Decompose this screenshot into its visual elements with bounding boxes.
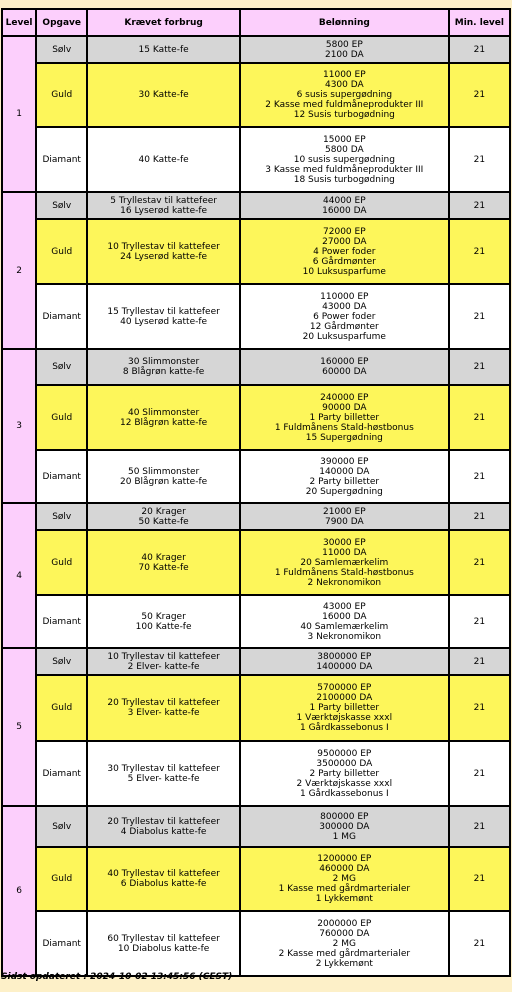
required-cell xyxy=(88,451,239,502)
reward-item: 43000 DA xyxy=(322,301,367,312)
min-level-cell: 21 xyxy=(450,220,509,283)
tier-cell: Guld xyxy=(37,64,86,126)
min-level-cell: 21 xyxy=(450,912,509,975)
required-cell xyxy=(88,596,239,647)
required-item: 2 Elver- katte-fe xyxy=(127,661,200,672)
reward-cell xyxy=(241,531,448,594)
reward-cell xyxy=(241,37,448,62)
required-item: 40 Katte-fe xyxy=(138,154,189,165)
reward-item: 4300 DA xyxy=(324,80,364,90)
required-item: 70 Katte-fe xyxy=(138,562,189,573)
reward-item: 44000 EP xyxy=(323,195,366,206)
min-level-cell: 21 xyxy=(450,451,509,502)
min-level-cell: 21 xyxy=(450,848,509,910)
level-cell: 1 xyxy=(3,37,35,191)
min-level-cell: 21 xyxy=(450,676,509,740)
last-updated: Sidst opdateret : 2024-10-02 13:45:56 (CEST) xyxy=(1,972,233,982)
reward-item: 2 Værktøjskasse xxxl xyxy=(296,778,393,789)
level-cell: 6 xyxy=(3,807,35,975)
reward-cell xyxy=(241,193,448,218)
reward-item: 20 Supergødning xyxy=(305,486,383,497)
reward-cell xyxy=(241,285,448,348)
reward-item: 12 Gårdmønter xyxy=(309,321,379,332)
tier-cell: Diamant xyxy=(37,596,86,647)
required-item: 30 Tryllestav til kattefeer xyxy=(107,763,220,774)
task-row xyxy=(3,220,509,283)
required-item: 20 Krager xyxy=(141,506,186,517)
min-level-cell: 21 xyxy=(450,64,509,126)
header-row xyxy=(3,10,509,35)
reward-item: 1 MG xyxy=(332,831,356,842)
level-cell: 5 xyxy=(3,649,35,805)
min-level-cell: 21 xyxy=(450,649,509,674)
reward-item: 7900 DA xyxy=(324,516,364,527)
required-item: 20 Tryllestav til kattefeer xyxy=(107,698,220,708)
tier-cell: Diamant xyxy=(37,451,86,502)
reward-item: 6 Gårdmønter xyxy=(312,256,376,267)
required-item: 3 Elver- katte-fe xyxy=(127,708,200,718)
reward-item: 30000 EP xyxy=(323,537,366,548)
required-item: 20 Blågrøn katte-fe xyxy=(120,476,208,487)
reward-item: 800000 EP xyxy=(320,811,369,822)
min-level-cell: 21 xyxy=(450,350,509,384)
required-item: 40 Slimmonster xyxy=(127,407,200,418)
reward-item: 10 Luksusparfume xyxy=(302,266,386,277)
tier-cell: Diamant xyxy=(37,128,86,191)
task-row xyxy=(3,451,509,502)
tier-cell: Diamant xyxy=(37,742,86,805)
reward-item: 20 Luksusparfume xyxy=(302,331,386,342)
reward-item: 2 Party billetter xyxy=(309,768,380,779)
required-item: 6 Diabolus katte-fe xyxy=(120,879,207,889)
header-task: Opgave xyxy=(37,10,86,35)
reward-item: 15000 EP xyxy=(323,134,366,145)
required-cell xyxy=(88,350,239,384)
reward-item: 1 Fuldmånens Stald-høstbonus xyxy=(274,567,414,578)
min-level-cell: 21 xyxy=(450,531,509,594)
level-cell: 3 xyxy=(3,350,35,502)
reward-item: 110000 EP xyxy=(320,291,369,302)
reward-item: 1 Gårdkassebonus I xyxy=(299,723,389,733)
reward-cell xyxy=(241,649,448,674)
reward-item: 60000 DA xyxy=(322,367,367,377)
reward-item: 2 MG xyxy=(332,938,356,949)
reward-item: 300000 DA xyxy=(319,821,370,832)
required-cell xyxy=(88,742,239,805)
reward-item: 3500000 DA xyxy=(316,758,373,769)
required-item: 40 Lyserød katte-fe xyxy=(120,316,208,327)
required-cell xyxy=(88,848,239,910)
tier-cell: Sølv xyxy=(37,350,86,384)
reward-item: 2100000 DA xyxy=(316,693,373,703)
required-item: 60 Tryllestav til kattefeer xyxy=(107,933,220,944)
required-item: 100 Katte-fe xyxy=(135,621,192,632)
reward-item: 2 Kasse med fuldmåneprodukter III xyxy=(265,100,424,110)
task-row xyxy=(3,912,509,975)
tier-cell: Sølv xyxy=(37,649,86,674)
required-cell xyxy=(88,386,239,449)
header-min-level: Min. level xyxy=(450,10,509,35)
required-item: 8 Blågrøn katte-fe xyxy=(122,367,205,377)
reward-item: 16000 DA xyxy=(322,611,367,622)
reward-item: 6 Power foder xyxy=(313,311,376,322)
reward-item: 43000 EP xyxy=(323,601,366,612)
required-cell xyxy=(88,649,239,674)
required-item: 20 Tryllestav til kattefeer xyxy=(107,816,220,827)
required-item: 30 Slimmonster xyxy=(127,357,200,367)
required-item: 10 Tryllestav til kattefeer xyxy=(107,651,220,662)
reward-cell xyxy=(241,742,448,805)
reward-item: 11000 EP xyxy=(323,70,366,80)
reward-item: 1 Lykkemønt xyxy=(315,894,373,904)
required-item: 10 Diabolus katte-fe xyxy=(117,943,210,954)
reward-item: 390000 EP xyxy=(320,456,369,467)
reward-item: 5800 DA xyxy=(324,144,364,155)
required-item: 12 Blågrøn katte-fe xyxy=(120,417,208,428)
reward-item: 27000 DA xyxy=(322,236,367,247)
required-cell xyxy=(88,807,239,846)
reward-item: 90000 DA xyxy=(322,402,367,413)
task-row xyxy=(3,193,509,218)
required-cell xyxy=(88,285,239,348)
required-item: 50 Slimmonster xyxy=(127,466,200,477)
reward-item: 1 Gårdkassebonus I xyxy=(299,788,389,799)
reward-item: 15 Supergødning xyxy=(305,432,383,443)
reward-item: 140000 DA xyxy=(319,466,370,477)
reward-item: 5800 EP xyxy=(325,39,363,50)
tier-cell: Sølv xyxy=(37,504,86,529)
required-item: 15 Katte-fe xyxy=(138,44,189,55)
task-row xyxy=(3,531,509,594)
reward-item: 3800000 EP xyxy=(317,651,372,662)
task-row xyxy=(3,350,509,384)
task-row xyxy=(3,285,509,348)
reward-item: 21000 EP xyxy=(323,506,366,517)
required-cell xyxy=(88,504,239,529)
header-required: Krævet forbrug xyxy=(88,10,239,35)
header-level: Level xyxy=(3,10,35,35)
tier-cell: Diamant xyxy=(37,285,86,348)
reward-item: 1200000 EP xyxy=(317,854,372,864)
required-cell xyxy=(88,128,239,191)
reward-item: 10 susis supergødning xyxy=(293,154,395,165)
reward-cell xyxy=(241,504,448,529)
task-row xyxy=(3,504,509,529)
reward-cell xyxy=(241,848,448,910)
reward-cell xyxy=(241,596,448,647)
reward-cell xyxy=(241,912,448,975)
required-item: 50 Katte-fe xyxy=(138,516,189,527)
reward-item: 3 Nekronomikon xyxy=(307,631,382,642)
reward-item: 6 susis supergødning xyxy=(296,90,393,100)
reward-item: 3 Kasse med fuldmåneprodukter III xyxy=(265,164,424,175)
tier-cell: Guld xyxy=(37,848,86,910)
reward-item: 160000 EP xyxy=(320,357,369,367)
min-level-cell: 21 xyxy=(450,193,509,218)
min-level-cell: 21 xyxy=(450,37,509,62)
required-cell xyxy=(88,912,239,975)
reward-item: 11000 DA xyxy=(322,547,367,558)
reward-item: 2 MG xyxy=(332,874,356,884)
required-cell xyxy=(88,37,239,62)
tier-cell: Sølv xyxy=(37,37,86,62)
min-level-cell: 21 xyxy=(450,386,509,449)
required-item: 4 Diabolus katte-fe xyxy=(120,826,207,837)
task-row xyxy=(3,386,509,449)
reward-item: 2 Party billetter xyxy=(309,476,380,487)
tier-cell: Diamant xyxy=(37,912,86,975)
tier-cell: Guld xyxy=(37,386,86,449)
required-item: 30 Katte-fe xyxy=(138,90,189,100)
task-row xyxy=(3,596,509,647)
tier-cell: Guld xyxy=(37,220,86,283)
task-row xyxy=(3,64,509,126)
tier-cell: Guld xyxy=(37,676,86,740)
reward-item: 40 Samlemærkelim xyxy=(300,621,389,632)
reward-item: 1 Party billetter xyxy=(309,412,380,423)
required-item: 10 Tryllestav til kattefeer xyxy=(107,241,220,252)
task-row xyxy=(3,128,509,191)
min-level-cell: 21 xyxy=(450,596,509,647)
reward-cell xyxy=(241,451,448,502)
level-cell: 4 xyxy=(3,504,35,647)
reward-cell xyxy=(241,807,448,846)
required-cell xyxy=(88,193,239,218)
min-level-cell: 21 xyxy=(450,742,509,805)
task-row xyxy=(3,37,509,62)
reward-item: 1 Værktøjskasse xxxl xyxy=(296,713,393,723)
reward-item: 1 Kasse med gårdmarterialer xyxy=(278,884,411,894)
min-level-cell: 21 xyxy=(450,128,509,191)
task-row xyxy=(3,848,509,910)
level-cell: 2 xyxy=(3,193,35,348)
reward-cell xyxy=(241,386,448,449)
reward-item: 18 Susis turbogødning xyxy=(293,174,395,185)
reward-cell xyxy=(241,128,448,191)
tier-cell: Sølv xyxy=(37,807,86,846)
reward-item: 72000 EP xyxy=(323,226,366,237)
reward-item: 760000 DA xyxy=(319,928,370,939)
required-item: 5 Elver- katte-fe xyxy=(127,773,200,784)
reward-item: 1 Fuldmånens Stald-høstbonus xyxy=(274,422,414,433)
reward-item: 460000 DA xyxy=(319,864,370,874)
task-row xyxy=(3,676,509,740)
min-level-cell: 21 xyxy=(450,807,509,846)
required-item: 40 Krager xyxy=(141,552,186,563)
reward-item: 2 Nekronomikon xyxy=(307,577,382,588)
required-item: 15 Tryllestav til kattefeer xyxy=(107,306,220,317)
reward-item: 2100 DA xyxy=(324,49,364,60)
reward-item: 5700000 EP xyxy=(317,683,372,693)
reward-item: 2000000 EP xyxy=(317,918,372,929)
required-cell xyxy=(88,531,239,594)
min-level-cell: 21 xyxy=(450,285,509,348)
task-row xyxy=(3,742,509,805)
reward-item: 16000 DA xyxy=(322,205,367,216)
reward-cell xyxy=(241,350,448,384)
reward-item: 2 Kasse med gårdmarterialer xyxy=(278,948,411,959)
tier-cell: Guld xyxy=(37,531,86,594)
min-level-cell: 21 xyxy=(450,504,509,529)
reward-item: 1 Party billetter xyxy=(309,703,380,713)
reward-cell xyxy=(241,676,448,740)
required-item: 50 Krager xyxy=(141,611,186,622)
reward-cell xyxy=(241,64,448,126)
required-cell xyxy=(88,676,239,740)
header-reward: Belønning xyxy=(241,10,448,35)
reward-cell xyxy=(241,220,448,283)
tier-cell: Sølv xyxy=(37,193,86,218)
task-row xyxy=(3,649,509,674)
reward-item: 1400000 DA xyxy=(316,661,373,672)
required-item: 24 Lyserød katte-fe xyxy=(120,251,208,262)
required-cell xyxy=(88,220,239,283)
required-cell xyxy=(88,64,239,126)
reward-item: 12 Susis turbogødning xyxy=(293,110,395,120)
reward-item: 240000 EP xyxy=(320,392,369,403)
reward-item: 2 Lykkemønt xyxy=(315,958,373,969)
reward-item: 4 Power foder xyxy=(313,246,376,257)
reward-item: 20 Samlemærkelim xyxy=(300,557,389,568)
required-item: 40 Tryllestav til kattefeer xyxy=(107,869,220,879)
required-item: 5 Tryllestav til kattefeer xyxy=(110,195,217,206)
task-row xyxy=(3,807,509,846)
quest-table xyxy=(1,8,511,977)
reward-item: 9500000 EP xyxy=(317,748,372,759)
required-item: 16 Lyserød katte-fe xyxy=(120,205,208,216)
